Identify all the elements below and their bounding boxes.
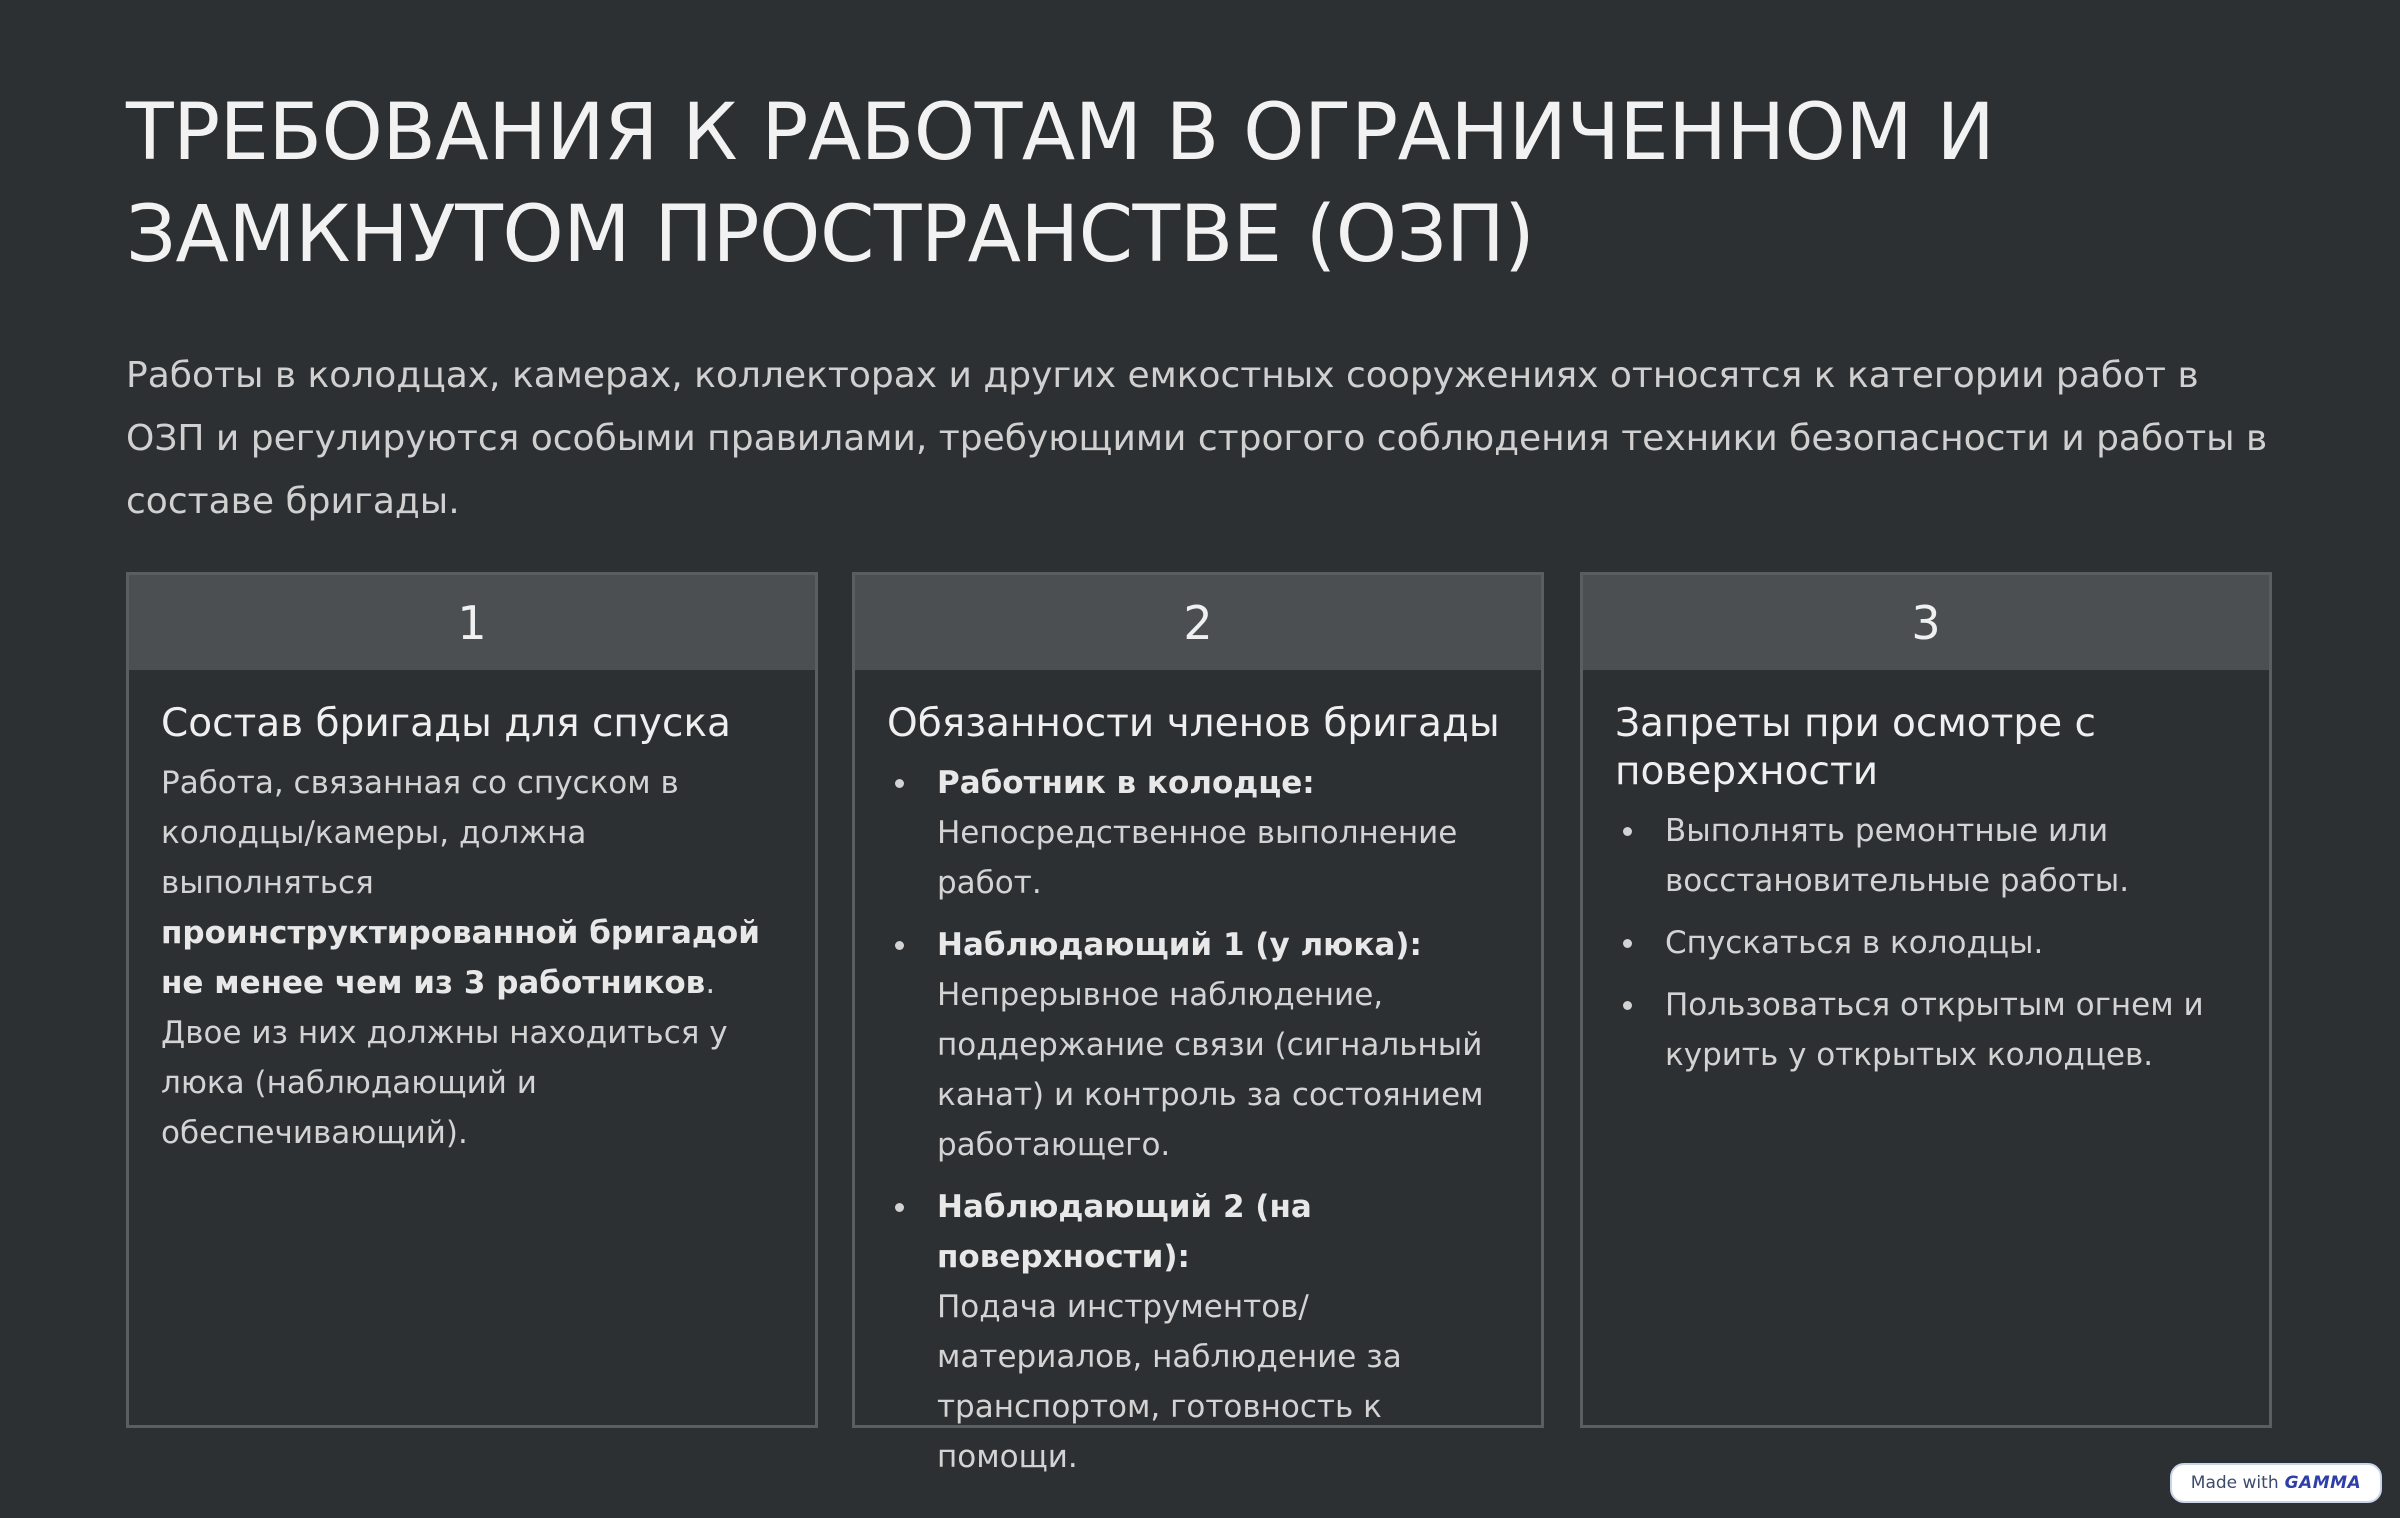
bullet-icon	[1623, 1001, 1632, 1010]
badge-prefix: Made with	[2190, 1473, 2279, 1493]
card-number: 3	[1583, 575, 2269, 670]
list-item	[887, 758, 1509, 908]
card-number: 1	[129, 575, 815, 670]
list-item-lead: Наблюдающий 2 (на поверхности):	[937, 1189, 1312, 1275]
card-crew-composition	[126, 572, 818, 1428]
duties-list	[887, 758, 1509, 1482]
list-item	[887, 1182, 1509, 1482]
list-item	[1615, 806, 2237, 906]
bullet-icon	[1623, 827, 1632, 836]
list-item	[1615, 980, 2237, 1080]
card-title: Обязанности членов бригады	[887, 701, 1500, 746]
list-item-text: Спускаться в колодцы.	[1665, 925, 2044, 961]
card-crew-duties	[852, 572, 1544, 1475]
list-item-text: Выполнять ремонтные или восстановительные работы.	[1665, 813, 2130, 899]
gamma-logo: GAMMA	[2284, 1473, 2362, 1493]
list-item-lead: Работник в колодце:	[937, 765, 1315, 801]
card-body	[1583, 670, 2269, 1080]
card-text	[161, 758, 783, 1158]
list-item-text: Подача инструментов/материалов, наблюдение за транспортом, готовность к помощи.	[937, 1289, 1402, 1475]
bullet-icon	[895, 1203, 904, 1212]
card-title: Состав бригады для спуска	[161, 701, 731, 746]
bullet-icon	[895, 941, 904, 950]
made-with-gamma-badge[interactable]	[2170, 1463, 2382, 1503]
list-item-text: Пользоваться открытым огнем и курить у открытых колодцев.	[1665, 987, 2204, 1073]
card-body	[855, 670, 1541, 1482]
card-text-start: Работа, связанная со спуском в колодцы/камеры, должна выполняться	[161, 765, 679, 901]
list-item-lead: Наблюдающий 1 (у люка):	[937, 927, 1422, 963]
page-title: ТРЕБОВАНИЯ К РАБОТАМ В ОГРАНИЧЕННОМ И ЗАМКНУТОМ ПРОСТРАНСТВЕ (ОЗП)	[126, 88, 1995, 280]
card-body	[129, 670, 815, 1158]
list-item-text: Непрерывное наблюдение, поддержание связи (сигнальный канат) и контроль за состоянием работающего.	[937, 977, 1484, 1163]
card-text-bold: проинструктированной бригадой не менее чем из 3 работников	[161, 915, 760, 1001]
intro-paragraph: Работы в колодцах, камерах, коллекторах и других емкостных сооружениях относятся к категории работ в ОЗП и регулируются особыми правилами, требующими строгого соблюдения техники безопасности и работы в составе бригады.	[126, 355, 2268, 522]
card-number: 2	[855, 575, 1541, 670]
prohibitions-list	[1615, 806, 2237, 1080]
list-item	[887, 920, 1509, 1170]
card-title: Запреты при осмотре с поверхности	[1615, 701, 2096, 794]
bullet-icon	[895, 779, 904, 788]
list-item	[1615, 918, 2237, 968]
bullet-icon	[1623, 939, 1632, 948]
card-prohibitions	[1580, 572, 2272, 1428]
list-item-text: Непосредственное выполнение работ.	[937, 815, 1458, 901]
card-text-end: . Двое из них должны находиться у люка (наблюдающий и обеспечивающий).	[161, 965, 728, 1151]
